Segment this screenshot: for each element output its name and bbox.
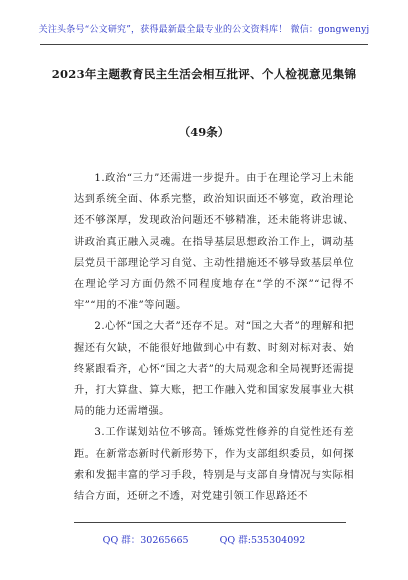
document-title: 2023年主题教育民主生活会相互批评、个人检视意见集锦 bbox=[51, 67, 357, 81]
header-divider bbox=[40, 44, 368, 45]
paragraph-3: 3.工作谋划站位不够高。锤炼党性修养的自觉性还有差距。在新常态新时代新形势下，作为支部组织委员，如何探索和发掘丰富的学习手段，特别是与支部自身情况与实际相结合方面，还研之不透，对党建引领工作思路还不 bbox=[74, 427, 354, 503]
footer-qq-group-2: QQ 群:535304092 bbox=[219, 535, 306, 546]
paragraph-2: 2.心怀“国之大者”还存不足。对“国之大者”的理解和把握还有欠缺，不能很好地做到心中有数、时刻对标对表、始终紧跟看齐，心怀“国之大者”的大局观念和全局视野还需提升，打大算盘、算大账，把工作融入党和国家发展事业大棋局的能力还需增强。 bbox=[74, 321, 354, 418]
footer-divider bbox=[74, 522, 346, 523]
document-body bbox=[74, 168, 354, 507]
footer bbox=[0, 532, 408, 546]
header-note: 关注头条号“公文研究”，获得最新最全最专业的公文资料库！ 微信：gongwenyj bbox=[38, 25, 370, 35]
document-count: （49条） bbox=[178, 125, 230, 139]
footer-qq-group-1: QQ 群：30265665 bbox=[102, 535, 189, 546]
paragraph-1: 1.政治“三力”还需进一步提升。由于在理论学习上未能达到系统全面、体系完整，政治知识面还不够宽，政治理论还不够深厚，发现政治问题还不够精准，还未能将讲忠诚、讲政治真正融入灵魂。在指导基层思想政治工作上，调动基层党员干部理论学习自觉、主动性措施还不够导致基层单位在理论学习方面仍然不同程度地存在“学的不深”“记得不牢”“用的不准”等问题。 bbox=[74, 173, 354, 312]
